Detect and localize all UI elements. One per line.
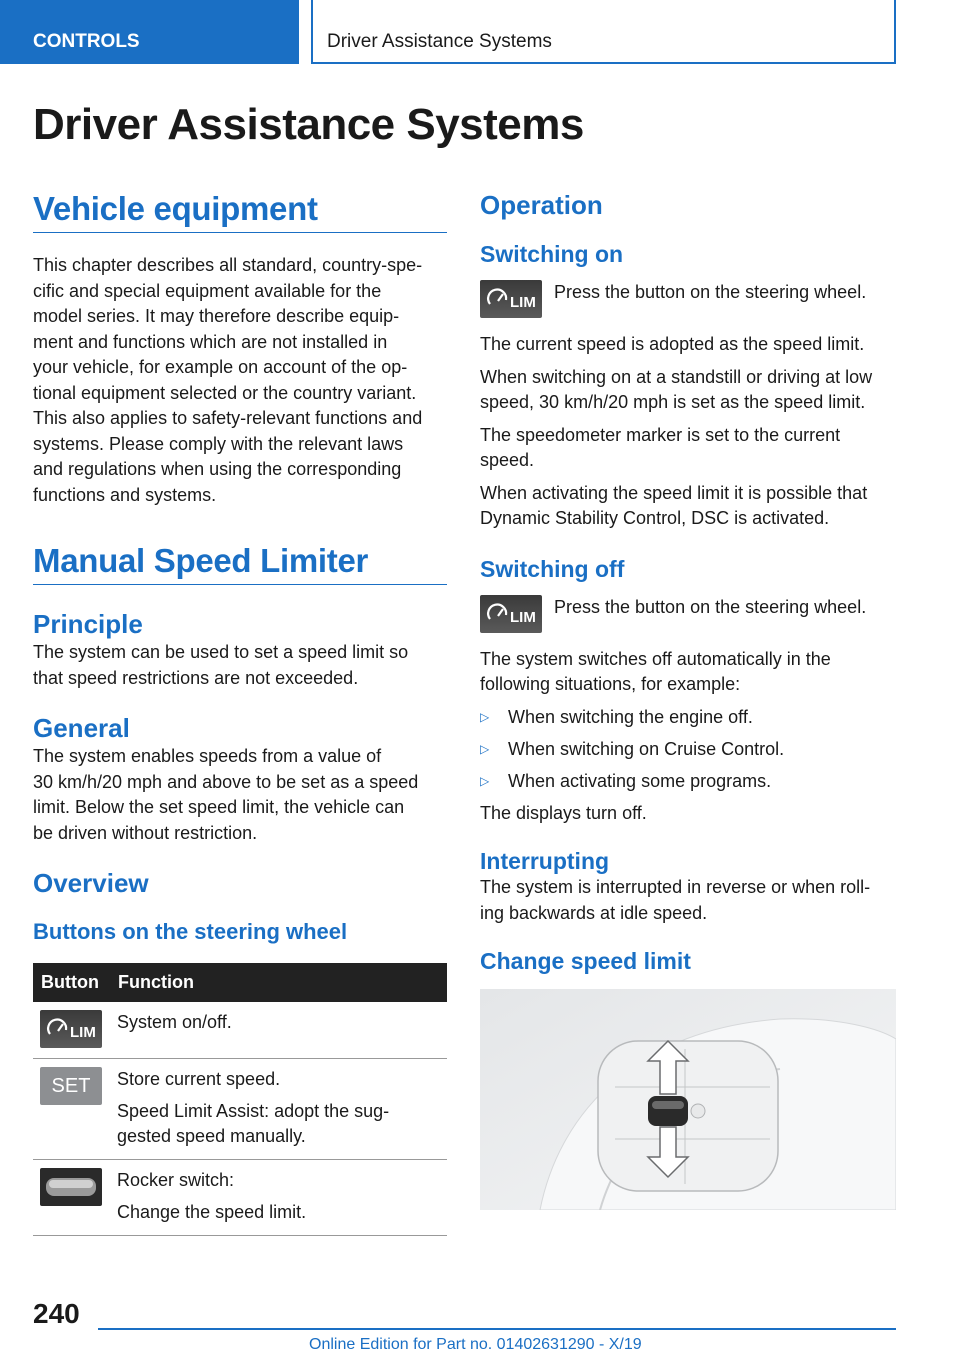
switching-off-instruction — [480, 595, 896, 633]
vehicle-equipment-text — [33, 253, 447, 508]
text-line: The system can be used to set a speed limit so — [33, 642, 409, 662]
text-line: cific and special equipment available for the — [33, 280, 382, 301]
operation-heading: Operation — [480, 190, 603, 220]
text-line: that speed restrictions are not exceeded. — [33, 667, 359, 688]
text-line: When activating the speed limit it is possible that — [480, 482, 868, 503]
lim-button-icon — [480, 595, 542, 633]
svg-text:LIM: LIM — [510, 608, 536, 626]
text-line: The speedometer marker is set to the current — [480, 424, 841, 445]
right-column — [480, 190, 896, 1210]
table-row — [33, 1002, 447, 1059]
table-header-function: Function — [110, 963, 447, 1002]
vehicle-equipment-heading: Vehicle equipment — [33, 190, 447, 233]
list-item: ▷ When switching on Cruise Control. — [480, 737, 896, 762]
switching-off-heading: Switching off — [480, 555, 625, 582]
function-text: Store current speed. — [117, 1069, 281, 1089]
buttons-steering-wheel-heading: Buttons on the steering wheel — [33, 919, 348, 944]
principle-heading: Principle — [33, 609, 143, 639]
lim-button-icon — [480, 280, 542, 318]
text-line: functions and systems. — [33, 484, 217, 505]
general-heading: General — [33, 713, 130, 743]
text-line: speed. — [480, 450, 535, 470]
text-line: Dynamic Stability Control, DSC is activated. — [480, 508, 830, 528]
footer-edition: Online Edition for Part no. 01402631290 - X/19 — [309, 1336, 642, 1353]
text-line: 30 km/h/20 mph and above to be set as a speed — [33, 771, 419, 792]
steering-wheel-rocker-illustration — [480, 989, 896, 1210]
manual-speed-limiter-heading: Manual Speed Limiter — [33, 542, 447, 585]
instruction-text: Press the button on the steering wheel. — [554, 596, 867, 617]
text-line: ment and functions which are not installed in — [33, 331, 388, 352]
table-row — [33, 1160, 447, 1236]
left-column — [33, 190, 447, 1236]
text-line: be driven without restriction. — [33, 822, 258, 843]
table-row — [33, 1059, 447, 1160]
page-number: 240 — [33, 1298, 80, 1329]
switching-on-heading: Switching on — [480, 241, 624, 267]
overview-heading: Overview — [33, 868, 149, 898]
function-text: Speed Limit Assist: adopt the sug- — [117, 1101, 390, 1121]
triangle-bullet-icon: ▷ — [480, 773, 490, 788]
text-line: following situations, for example: — [480, 674, 741, 694]
list-item: ▷ When switching the engine off. — [480, 705, 896, 730]
page-title: Driver Assistance Systems — [33, 100, 584, 149]
text-line: model series. It may therefore describe equip- — [33, 306, 400, 326]
table-header-button: Button — [33, 963, 110, 1002]
interrupting-heading: Interrupting — [480, 848, 610, 874]
svg-text:LIM: LIM — [510, 294, 536, 311]
set-button-icon: SET — [40, 1067, 102, 1105]
lim-button-icon — [40, 1010, 102, 1048]
text-line: This also applies to safety-relevant functions and — [33, 408, 423, 428]
instruction-text: Press the button on the steering wheel. — [554, 282, 867, 302]
text-line: The system is interrupted in reverse or when roll- — [480, 877, 871, 897]
text-line: systems. Please comply with the relevant laws — [33, 433, 404, 454]
text-line: This chapter describes all standard, country-spe- — [33, 255, 423, 275]
header-chapter-tab[interactable]: Driver Assistance Systems — [311, 0, 896, 64]
switching-on-instruction — [480, 280, 896, 318]
function-text: Rocker switch: — [117, 1170, 235, 1190]
text-line: tional equipment selected or the country variant. — [33, 382, 417, 403]
function-text: System on/off. — [117, 1012, 232, 1032]
triangle-bullet-icon: ▷ — [480, 709, 490, 724]
function-text: gested speed manually. — [117, 1126, 306, 1146]
text-line: and regulations when using the corresponding — [33, 459, 402, 479]
text-line: your vehicle, for example on account of the op- — [33, 357, 408, 377]
text-line: limit. Below the set speed limit, the vehicle can — [33, 797, 405, 817]
text-line: When switching on at a standstill or driving at low — [480, 366, 873, 387]
triangle-bullet-icon: ▷ — [480, 741, 490, 756]
text-line: The displays turn off. — [480, 802, 647, 823]
function-text: Change the speed limit. — [117, 1202, 307, 1222]
rocker-switch-icon — [40, 1168, 102, 1206]
svg-text:LIM: LIM — [70, 1024, 96, 1041]
header-section-tab[interactable]: CONTROLS — [0, 0, 299, 64]
text-line: The system enables speeds from a value of — [33, 746, 382, 766]
list-item: ▷ When activating some programs. — [480, 769, 896, 794]
buttons-function-table — [33, 963, 447, 1236]
text-line: The current speed is adopted as the speed limit. — [480, 334, 865, 354]
text-line: The system switches off automatically in the — [480, 648, 831, 669]
text-line: ing backwards at idle speed. — [480, 902, 708, 923]
change-speed-limit-heading: Change speed limit — [480, 948, 691, 974]
footer-divider — [98, 1328, 896, 1330]
text-line: speed, 30 km/h/20 mph is set as the speed limit. — [480, 392, 866, 412]
